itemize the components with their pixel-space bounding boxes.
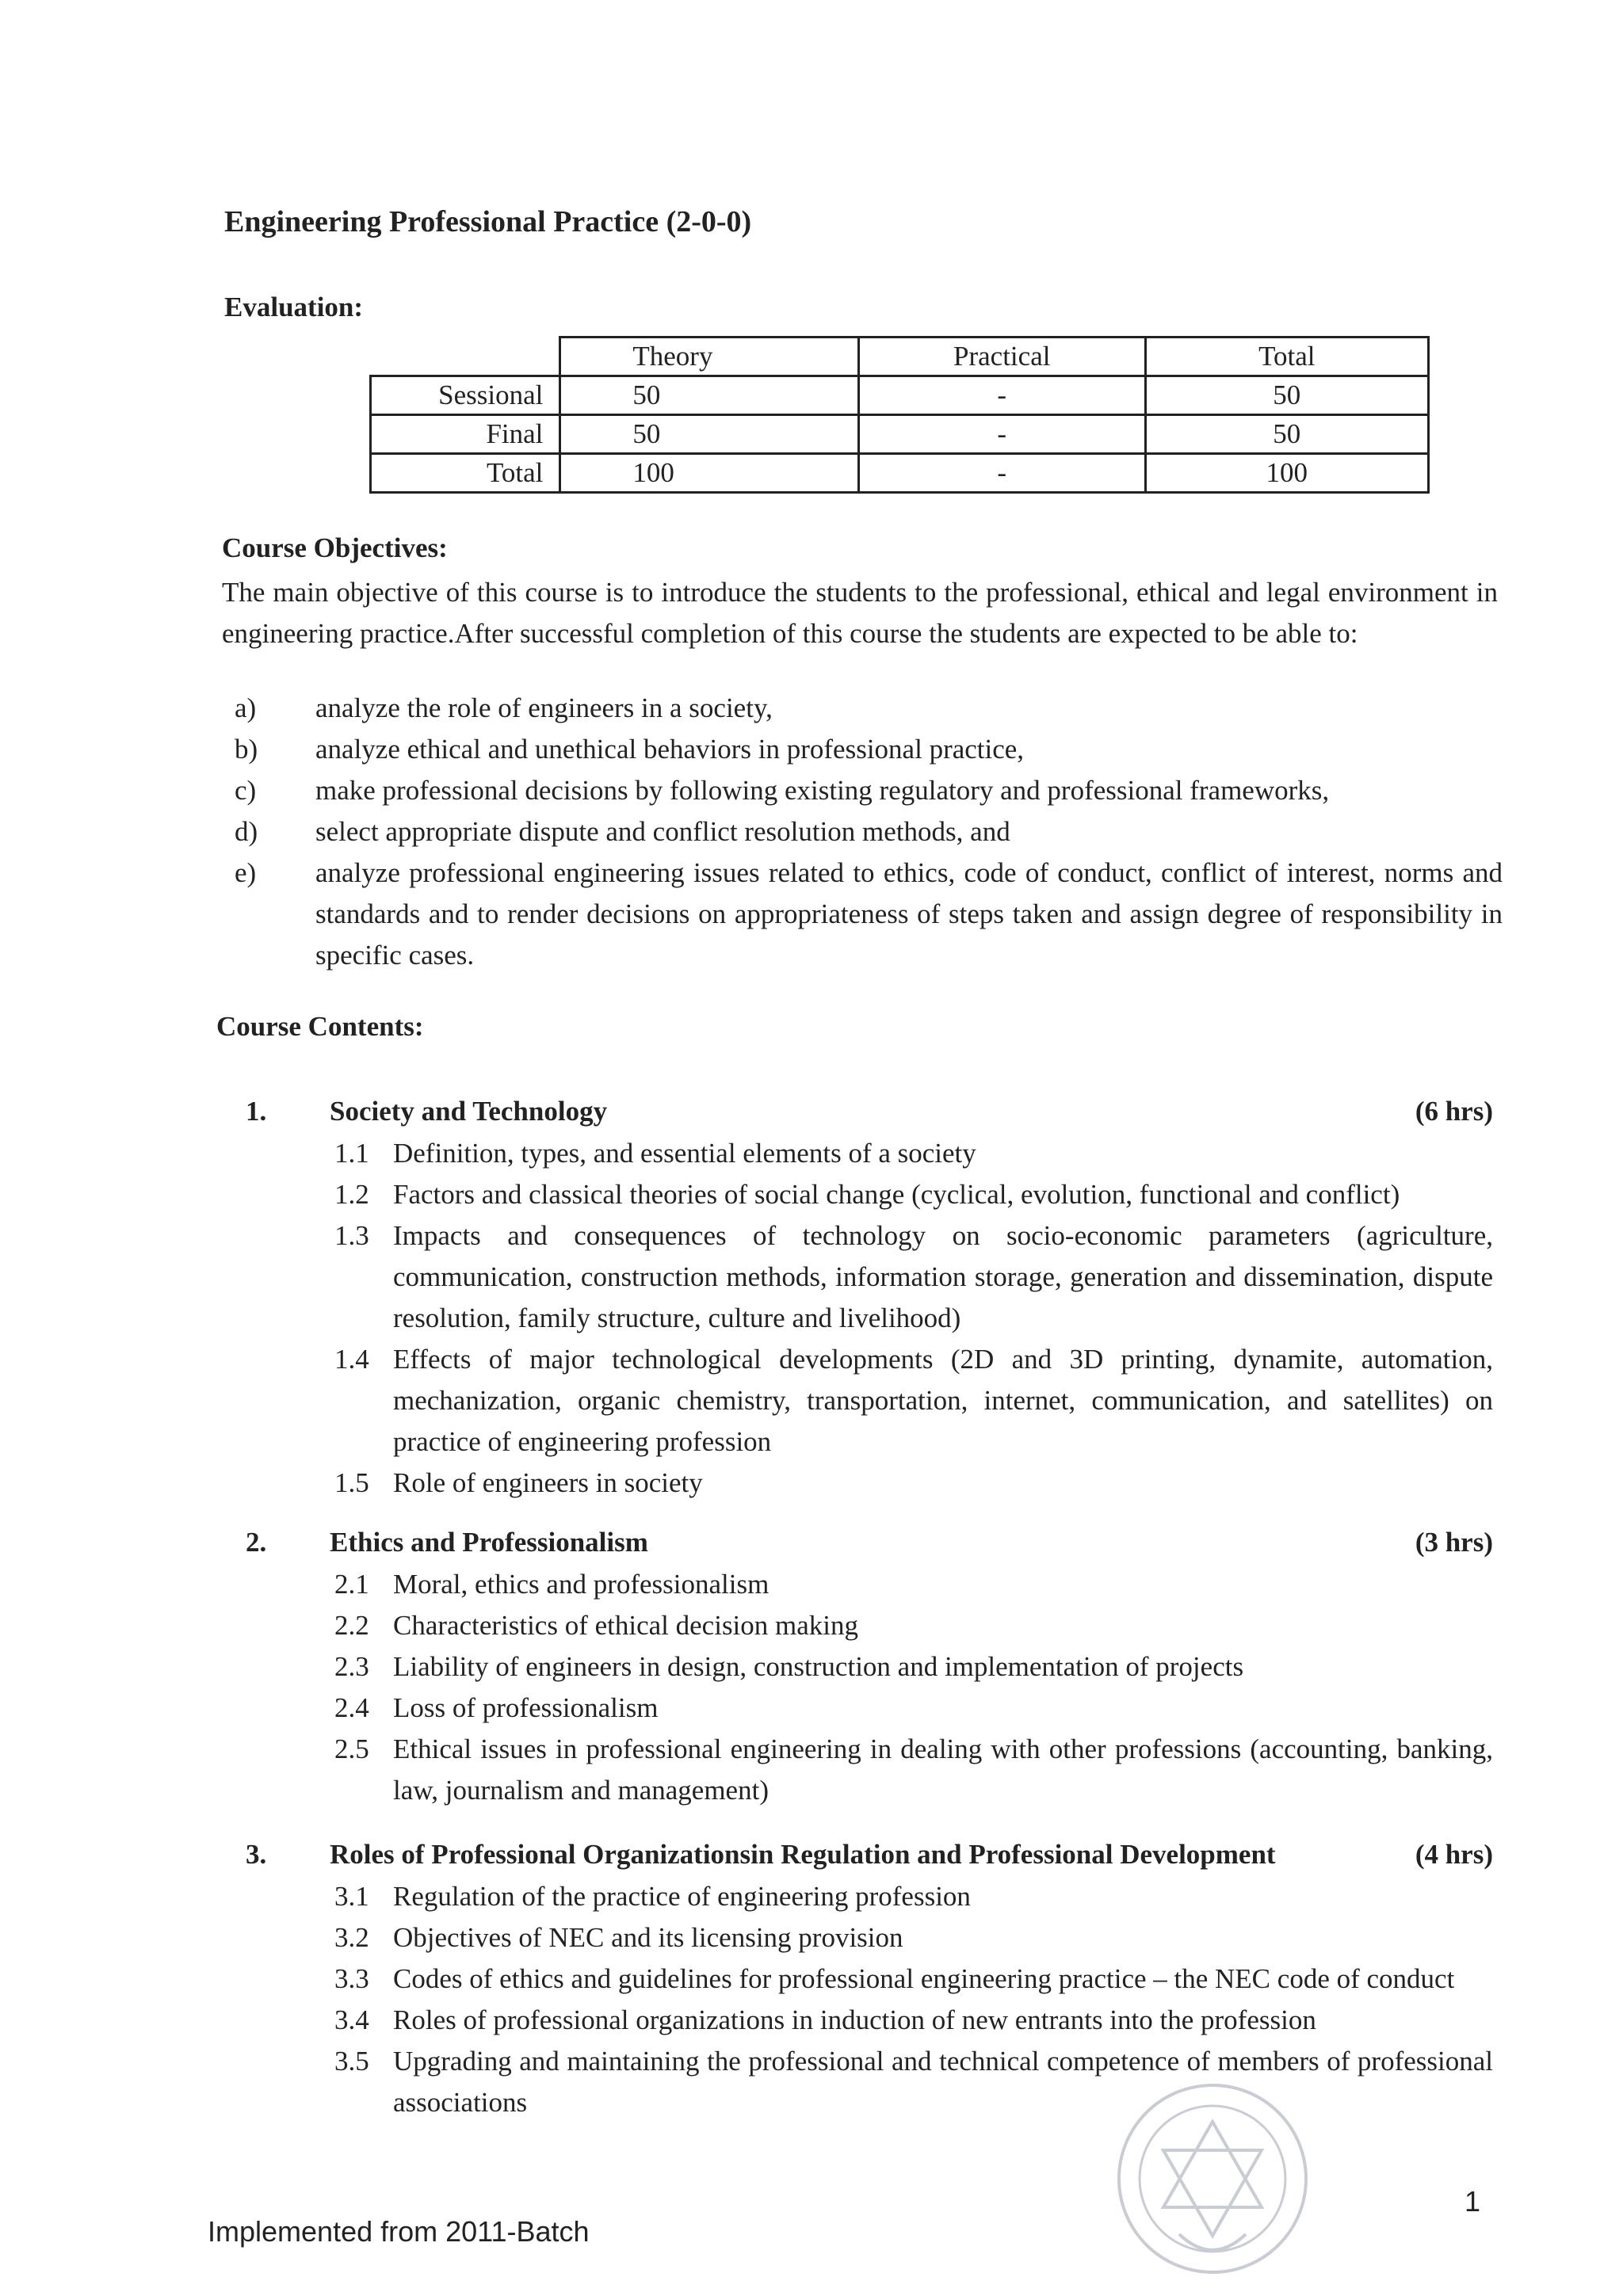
list-item-text: analyze the role of engineers in a society, bbox=[315, 692, 773, 723]
sub-number: 3.2 bbox=[334, 1922, 369, 1953]
sub-text: Regulation of the practice of engineering profession bbox=[393, 1881, 971, 1912]
sub-number: 2.5 bbox=[334, 1733, 369, 1764]
practical-cell: - bbox=[858, 454, 1145, 493]
theory-cell: 100 bbox=[560, 454, 859, 493]
sub-text: Roles of professional organizations in induction of new entrants into the profession bbox=[393, 2004, 1316, 2035]
table-row bbox=[371, 376, 1429, 415]
evaluation-heading: Evaluation: bbox=[224, 292, 364, 322]
list-item bbox=[246, 1174, 1493, 1215]
table-row bbox=[371, 415, 1429, 454]
list-item bbox=[235, 770, 1503, 811]
theory-cell: 50 bbox=[560, 376, 859, 415]
list-item bbox=[246, 1688, 1493, 1729]
total-cell: 100 bbox=[1145, 454, 1428, 493]
list-item-label: e) bbox=[235, 857, 257, 888]
evaluation-table bbox=[369, 336, 1430, 494]
sub-number: 2.4 bbox=[334, 1692, 369, 1723]
list-item-text: select appropriate dispute and conflict resolution methods, and bbox=[315, 816, 1010, 847]
list-item bbox=[235, 729, 1503, 770]
list-item bbox=[246, 1646, 1493, 1688]
theory-cell: 50 bbox=[560, 415, 859, 454]
unit-hours: (4 hrs) bbox=[1415, 1839, 1493, 1870]
course-credit: (2-0-0) bbox=[666, 205, 752, 238]
list-item bbox=[246, 1133, 1493, 1174]
objectives-intro: The main objective of this course is to introduce the students to the professional, ethical and legal environment in engineering practice.After successful completion of this course the students are expected to be able to: bbox=[222, 577, 1498, 649]
header-total: Total bbox=[1145, 338, 1428, 376]
table-header-row bbox=[371, 338, 1429, 376]
row-label: Sessional bbox=[371, 376, 560, 415]
sub-number: 3.3 bbox=[334, 1963, 369, 1994]
course-title-text: Engineering Professional Practice bbox=[224, 205, 659, 238]
list-item-label: b) bbox=[235, 734, 258, 765]
total-cell: 50 bbox=[1145, 376, 1428, 415]
objectives-list bbox=[235, 688, 1503, 976]
sub-number: 3.1 bbox=[334, 1881, 369, 1912]
sub-text: Role of engineers in society bbox=[393, 1467, 703, 1498]
list-item bbox=[246, 2000, 1493, 2041]
unit-number: 2. bbox=[246, 1527, 267, 1558]
university-seal-icon bbox=[1109, 2076, 1316, 2282]
list-item-label: d) bbox=[235, 816, 258, 847]
sub-text: Codes of ethics and guidelines for professional engineering practice – the NEC code of conduct bbox=[393, 1963, 1455, 1994]
practical-cell: - bbox=[858, 415, 1145, 454]
unit-title: Society and Technology bbox=[330, 1096, 608, 1127]
sub-text: Moral, ethics and professionalism bbox=[393, 1569, 769, 1600]
sub-number: 3.5 bbox=[334, 2046, 369, 2077]
table-corner-cell bbox=[371, 338, 560, 376]
list-item bbox=[246, 1215, 1493, 1339]
sub-text: Definition, types, and essential elements of a society bbox=[393, 1138, 976, 1169]
unit-title: Roles of Professional Organizationsin Regulation and Professional Development bbox=[330, 1839, 1276, 1870]
row-label: Total bbox=[371, 454, 560, 493]
unit-1 bbox=[246, 1090, 1493, 1504]
sub-number: 1.4 bbox=[334, 1344, 369, 1375]
sub-text: Characteristics of ethical decision making bbox=[393, 1610, 859, 1641]
sub-number: 1.5 bbox=[334, 1467, 369, 1498]
unit-2 bbox=[246, 1521, 1493, 1811]
list-item bbox=[235, 852, 1503, 976]
practical-cell: - bbox=[858, 376, 1145, 415]
sub-text: Loss of professionalism bbox=[393, 1692, 659, 1723]
sub-text: Objectives of NEC and its licensing provision bbox=[393, 1922, 903, 1953]
objectives-heading: Course Objectives: bbox=[222, 532, 448, 563]
sub-number: 1.1 bbox=[334, 1138, 369, 1169]
unit-title: Ethics and Professionalism bbox=[330, 1527, 648, 1558]
page-number: 1 bbox=[1465, 2185, 1481, 2218]
list-item bbox=[246, 1463, 1493, 1504]
list-item bbox=[235, 811, 1503, 852]
unit-hours: (3 hrs) bbox=[1415, 1527, 1493, 1558]
list-item-text: analyze ethical and unethical behaviors in professional practice, bbox=[315, 734, 1025, 765]
sub-number: 2.2 bbox=[334, 1610, 369, 1641]
unit-hours: (6 hrs) bbox=[1415, 1096, 1493, 1127]
unit-number: 3. bbox=[246, 1839, 267, 1870]
unit-heading bbox=[246, 1833, 1493, 1876]
sub-number: 1.3 bbox=[334, 1220, 369, 1251]
list-item bbox=[246, 1729, 1493, 1811]
list-item-label: a) bbox=[235, 692, 257, 723]
sub-number: 2.1 bbox=[334, 1569, 369, 1600]
sub-number: 1.2 bbox=[334, 1179, 369, 1210]
list-item bbox=[246, 1605, 1493, 1646]
course-title bbox=[224, 204, 751, 239]
sub-text: Impacts and consequences of technology on socio-economic parameters (agriculture, communication, construction methods, information storage, generation and dissemination, dispute resolution, family structure, culture and livelihood) bbox=[393, 1220, 1493, 1333]
sub-text: Factors and classical theories of social change (cyclical, evolution, functional and conflict) bbox=[393, 1179, 1400, 1210]
table-row bbox=[371, 454, 1429, 493]
footer-text: Implemented from 2011-Batch bbox=[208, 2215, 590, 2248]
sub-number: 2.3 bbox=[334, 1651, 369, 1682]
list-item bbox=[246, 1876, 1493, 1917]
row-label: Final bbox=[371, 415, 560, 454]
list-item-text: analyze professional engineering issues related to ethics, code of conduct, conflict of interest, norms and standards and to render decisions on appropriateness of steps taken and assign degree of responsibility in specific cases. bbox=[315, 857, 1503, 971]
list-item bbox=[246, 1958, 1493, 2000]
list-item bbox=[235, 688, 1503, 729]
list-item-label: c) bbox=[235, 775, 257, 806]
total-cell: 50 bbox=[1145, 415, 1428, 454]
sub-text: Liability of engineers in design, construction and implementation of projects bbox=[393, 1651, 1244, 1682]
unit-heading bbox=[246, 1521, 1493, 1564]
sub-number: 3.4 bbox=[334, 2004, 369, 2035]
sub-text: Ethical issues in professional engineering in dealing with other professions (accounting, banking, law, journalism and management) bbox=[393, 1733, 1493, 1806]
list-item bbox=[246, 1339, 1493, 1463]
list-item bbox=[246, 1564, 1493, 1605]
header-theory: Theory bbox=[560, 338, 859, 376]
contents-heading: Course Contents: bbox=[216, 1011, 424, 1042]
unit-number: 1. bbox=[246, 1096, 267, 1127]
list-item-text: make professional decisions by following existing regulatory and professional frameworks, bbox=[315, 775, 1330, 806]
unit-heading bbox=[246, 1090, 1493, 1133]
sub-text: Upgrading and maintaining the professional and technical competence of members of professional associations bbox=[393, 2046, 1493, 2118]
list-item bbox=[246, 1917, 1493, 1958]
header-practical: Practical bbox=[858, 338, 1145, 376]
sub-text: Effects of major technological developments (2D and 3D printing, dynamite, automation, mechanization, organic chemistry, transportation, internet, communication, and satellites) on practice of engineering profession bbox=[393, 1344, 1493, 1457]
